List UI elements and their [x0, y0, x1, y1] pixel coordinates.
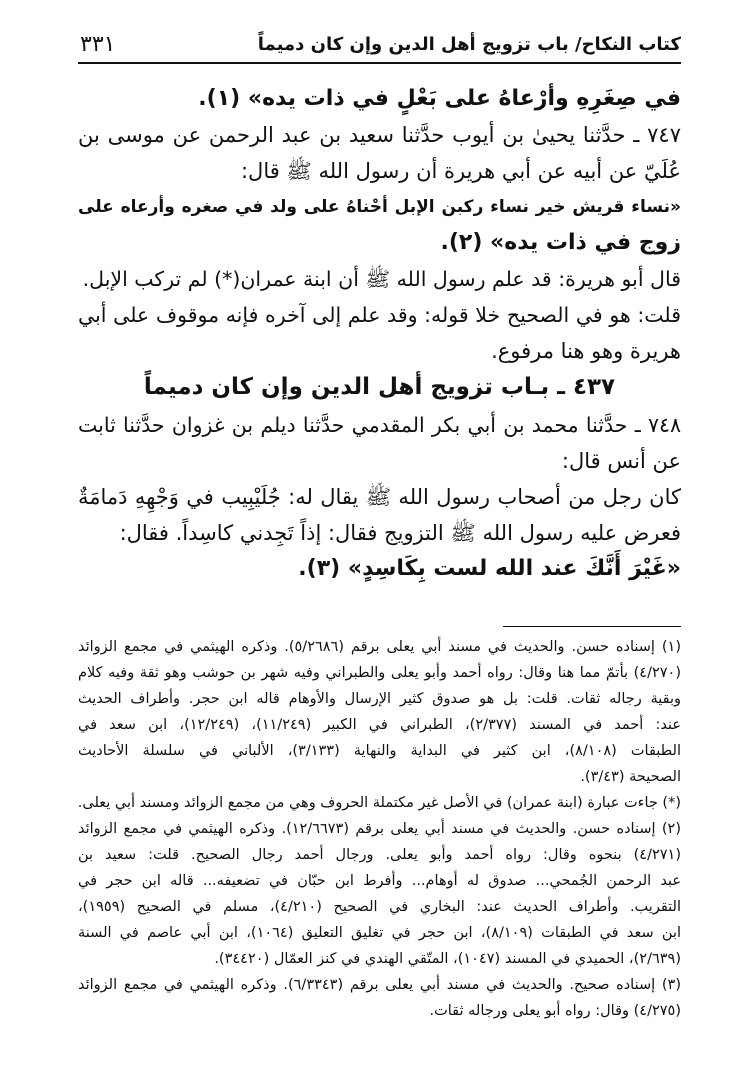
- commentary-line: قلت: هو في الصحيح خلا قوله: وقد علم إلى آخره فإنه موقوف على أبي: [78, 303, 681, 327]
- footnote-line: (٤/٢٧٥) وقال: رواه أبو يعلى ورجاله ثقات.: [429, 1003, 681, 1019]
- footnote-line: ابن سعد في الطبقات (٨/١٠٩)، ابن حجر في تغليق التعليق (١٠٦٤)، ابن أبي عاصم في السنة: [78, 925, 682, 941]
- text-line: عن أنس قال:: [561, 449, 681, 473]
- hadith-748-text: كان رجل من أصحاب رسول الله ﷺ يقال له: جُلَيْبِيب في وَجْهِهِ دَمامَةٌ: [78, 485, 681, 509]
- text-line: هريرة وهو هنا مرفوع.: [491, 339, 681, 363]
- footnote-line: عند: أحمد في المسند (٢/٣٧٧)، الطبراني في الكبير (١١/٢٤٩)، (١٢/٢٤٩)، ابن سعد في: [78, 717, 681, 733]
- hadith-748-isnad: ٧٤٨ ـ حدَّثنا محمد بن أبي بكر المقدمي حدَّثنا ديلم بن غزوان حدَّثنا ثابت: [78, 413, 681, 437]
- chapter-title: ٤٣٧ ـ بـاب تزويج أهل الدين وإن كان دميماً: [143, 374, 616, 400]
- footnote-line: (٤/٢٧٠) بأتمّ مما هنا وقال: رواه أحمد وأبو يعلى والطبراني وفيه شهر بن حوشب وهو ثقة وفيه كلام: [78, 665, 681, 681]
- footnote-star: (*) جاءت عبارة (ابنة عمران) في الأصل غير مكتملة الحروف وهي من مجمع الزوائد ومسند أبي يعلى.: [77, 795, 681, 811]
- hadith-747-isnad: ٧٤٧ ـ حدَّثنا يحيىٰ بن أيوب حدَّثنا سعيد بن عبد الرحمن عن موسى بن: [78, 123, 681, 147]
- page-number: ٣٣١: [80, 32, 116, 57]
- header-rule: [78, 62, 681, 64]
- footnote-line: التقريب. وأطراف الحديث عند: البخاري في الصحيح (٤/٢١٠)، مسلم في الصحيح (١٩٥٩)،: [78, 899, 681, 915]
- footnote-line: الطبقات (٨/١٠٨)، ابن كثير في البداية والنهاية (٣/١٣٣)، الألباني في سلسلة الأحاديث: [78, 743, 681, 759]
- footnote-2: (٢) إسناده حسن. والحديث في مسند أبي يعلى برقم (١٢/٦٦٧٣). وذكره الهيثمي في مجمع الزوائد: [78, 821, 681, 837]
- text-line: في صِغَرِهِ وأرْعاهُ على بَعْلٍ في ذات يده» (١).: [198, 86, 681, 111]
- page-header: [78, 30, 681, 62]
- footnote-line: الصحيحة (٣/٤٣).: [580, 769, 681, 785]
- text-line: عُلَيّ عن أبيه عن أبي هريرة أن رسول الله ﷺ قال:: [240, 159, 681, 183]
- book-page: [78, 30, 681, 1070]
- footnote-line: وبقية رجاله ثقات. قلت: بل هو صدوق كثير الإرسال والأوهام قاله ابن حجر. وأطراف الحديث: [78, 691, 681, 707]
- hadith-747-matn: «نساء قريش خير نساء ركبن الإبل أحْناهُ على ولد في صغره وأرعاه على: [78, 197, 681, 217]
- footnote-separator: [503, 626, 681, 627]
- footnote-3: (٣) إسناده صحيح. والحديث في مسند أبي يعلى برقم (٦/٣٣٤٣). وذكره الهيثمي في مجمع الزوائد: [78, 977, 682, 993]
- text-line: «غَيْرَ أَنَّكَ عند الله لست بِكَاسِدٍ» (٣).: [298, 556, 681, 581]
- footnote-line: (٤/٢٧١) بنحوه وقال: رواه أحمد وأبو يعلى. ورجال أحمد رجال الصحيح. قلت: سعيد بن: [78, 847, 681, 863]
- footnote-line: عبد الرحمن الجُمحي... صدوق له أوهام... وأفرط ابن حبّان في تضعيفه... قاله ابن حجر في: [78, 873, 681, 889]
- footnote-1: (١) إسناده حسن. والحديث في مسند أبي يعلى برقم (٥/٢٦٨٦). وذكره الهيثمي في مجمع الزوائد: [78, 639, 681, 655]
- text-line: فعرض عليه رسول الله ﷺ التزويج فقال: إذاً تَجِدني كاسِداً. فقال:: [119, 521, 681, 545]
- running-head: كتاب النكاح/ باب تزويج أهل الدين وإن كان دميماً: [257, 34, 681, 55]
- footnote-line: (٢/٦٣٩)، الحميدي في المسند (١٠٤٧)، المتّقي الهندي في كنز العمّال (٣٤٤٢٠).: [214, 951, 681, 967]
- text-line: زوج في ذات يده» (٢).: [440, 230, 681, 255]
- text-line: قال أبو هريرة: قد علم رسول الله ﷺ أن ابنة عمران(*) لم تركب الإبل.: [82, 267, 681, 291]
